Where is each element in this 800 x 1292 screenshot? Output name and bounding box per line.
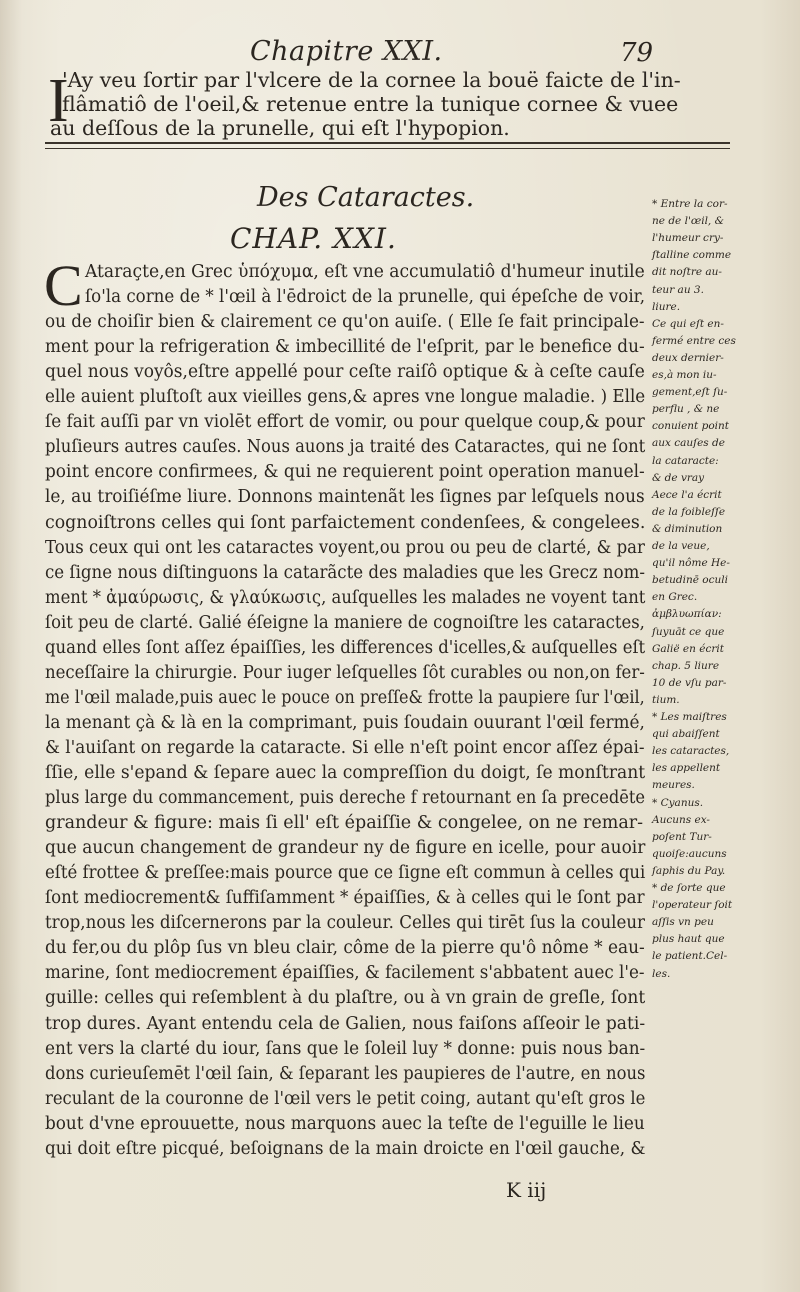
margin-note-line: betudinē oculi bbox=[652, 574, 728, 587]
margin-note-line: Ce qui eſt en- bbox=[652, 317, 724, 330]
margin-note-line: es,à mon iu- bbox=[652, 369, 717, 381]
intro-line: au deſſous de la prunelle, qui eſt l'hypopion. bbox=[50, 116, 510, 140]
text-line: ent vers la clarté du iour, ſans que le ſoleil luy * donne: puis nous ban- bbox=[45, 1038, 646, 1059]
text-line: le, au troiſiéſme liure. Donnons maintenãt les ſignes par leſquels nous bbox=[45, 487, 645, 508]
margin-note-line: & diminution bbox=[652, 522, 723, 535]
intro-line: 'Ay veu ſortir par l'vlcere de la cornee la bouë faicte de l'in- bbox=[62, 68, 681, 92]
text-line: quel nous voyôs,eſtre appellé pour ceſte raiſô optique & à ceſte cauſe bbox=[45, 362, 645, 383]
margin-note-line: les cataractes, bbox=[652, 745, 730, 758]
text-line: quand elles ſont aſſez épaiſſies, les differences d'icelles,& auſquelles eſt bbox=[45, 637, 646, 658]
text-line: point encore confirmees, & qui ne requierent point operation manuel- bbox=[45, 462, 645, 483]
section-divider bbox=[45, 142, 730, 149]
margin-note-line: la cataracte: bbox=[652, 454, 719, 467]
margin-note-line: meures. bbox=[652, 779, 695, 792]
text-line: cognoiſtrons celles qui ſont parfaictement condenſees, & congelees. bbox=[45, 512, 646, 533]
text-line: ſe fait auſſi par vn violēt effort de vomir, ou pour quelque coup,& pour bbox=[45, 412, 645, 433]
margin-note-line: en Grec. bbox=[652, 591, 698, 604]
text-line: dons curieuſemēt l'œil ſain, & ſeparant les paupieres de l'autre, en nous bbox=[45, 1063, 646, 1084]
text-line: trop,nous les diſcernerons par la couleur. Celles qui tirēt ſus la couleur bbox=[45, 913, 646, 934]
text-line: bout d'vne eprouuette, nous marquons auec la teſte de l'eguille le lieu bbox=[45, 1113, 645, 1134]
margin-note-line: l'operateur ſoit bbox=[652, 899, 733, 912]
margin-note-line: deux dernier- bbox=[652, 351, 724, 364]
text-line: reculant de la couronne de l'œil vers le petit coing, autant qu'eſt gros le bbox=[45, 1088, 646, 1109]
margin-note-line: quoiſe:aucuns bbox=[652, 847, 727, 860]
text-line: la menant çà & là en la comprimant, puis ſoudain ouurant l'œil fermé, bbox=[45, 712, 645, 733]
margin-note-line: & de vray bbox=[652, 471, 705, 484]
margin-note-line: * de ſorte que bbox=[652, 882, 726, 894]
margin-note-line: ſuyuāt ce que bbox=[652, 625, 725, 638]
margin-note-line: ἀμβλυωπίαν: bbox=[652, 608, 722, 621]
section-title: Des Cataractes. bbox=[257, 182, 475, 213]
text-line: trop dures. Ayant entendu cela de Galien, nous faiſons aſſeoir le pati- bbox=[45, 1013, 646, 1034]
margin-note-line: teur au 3. bbox=[652, 283, 704, 296]
text-line: qui doit eſtre picqué, beſoignans de la main droicte en l'œil gauche, & bbox=[45, 1138, 646, 1159]
signature-mark: K iij bbox=[506, 1178, 547, 1202]
text-line: pluſieurs autres cauſes. Nous auons ja traité des Cataractes, qui ne ſont bbox=[45, 437, 646, 458]
text-line: guille: celles qui reſemblent à du plaſtre, ou à vn grain de greſle, ſont bbox=[45, 988, 646, 1009]
margin-note-line: l'humeur cry- bbox=[652, 232, 724, 245]
margin-note-line: conuient point bbox=[652, 420, 730, 433]
text-line: ſo'la corne de * l'œil à l'ēdroict de la prunelle, qui épeſche de voir, bbox=[85, 287, 646, 308]
margin-note-line: * Les maiſtres bbox=[652, 711, 727, 723]
margin-note-line: chap. 5 liure bbox=[652, 659, 720, 672]
text-line: ſont mediocrement& ſuffiſamment * épaiſſies, & à celles qui le ſont par bbox=[45, 888, 645, 909]
intro-line: flâmatiô de l'oeil,& retenue entre la tunique cornee & vuee bbox=[62, 92, 679, 116]
margin-note-line: les. bbox=[652, 967, 671, 980]
margin-note-line: Galië en écrit bbox=[652, 642, 724, 655]
drop-cap-i: I bbox=[48, 67, 69, 135]
margin-note-line: poſent Tur- bbox=[652, 830, 712, 843]
margin-note-line: 10 de vſu par- bbox=[652, 676, 727, 689]
margin-note-line: ne de l'œil, & bbox=[652, 215, 724, 228]
margin-note-line: ſtalline comme bbox=[652, 249, 732, 262]
margin-note-line: les appellent bbox=[652, 762, 721, 775]
chapter-number-title: CHAP. XXI. bbox=[230, 222, 397, 255]
text-line: elle auient pluſtoſt aux vieilles gens,& apres vne longue maladie. ) Elle bbox=[45, 387, 646, 408]
text-line: que aucun changement de grandeur ny de figure en icelle, pour auoir bbox=[45, 838, 646, 859]
text-line: ment * ἀμαύρωσις, & γλαύκωσις, auſquelles les malades ne voyent tant bbox=[45, 587, 646, 608]
margin-note-line: Aece l'a écrit bbox=[652, 488, 722, 501]
margin-note-line: ſaphis du Pay. bbox=[652, 864, 726, 877]
text-line: Tous ceux qui ont les cataractes voyent,ou prou ou peu de clarté, & par bbox=[45, 537, 645, 558]
margin-note-line: Aucuns ex- bbox=[652, 813, 710, 826]
margin-note-line: * Cyanus. bbox=[652, 796, 704, 809]
margin-note-line: qu'il nôme He- bbox=[652, 557, 730, 570]
chapter-heading: Chapitre XXI. bbox=[250, 36, 443, 67]
margin-note-line: tium. bbox=[652, 693, 680, 706]
drop-cap-c: C bbox=[44, 253, 83, 318]
text-line: me l'œil malade,puis auec le pouce on preſſe& frotte la paupiere ſur l'œil, bbox=[45, 687, 645, 708]
margin-note-line: dit noſtre au- bbox=[652, 266, 722, 279]
text-line: eſté frottee & preſſee:mais pource que ce ſigne eſt commun à celles qui bbox=[45, 863, 646, 884]
text-line: ſſie, elle s'epand & ſepare auec la compreſſion du doigt, ſe monſtrant bbox=[45, 763, 646, 783]
margin-note-line: aux cauſes de bbox=[652, 437, 725, 450]
text-line: & l'auiſant on regarde la cataracte. Si elle n'eſt point encor aſſez épai- bbox=[45, 737, 645, 758]
margin-note-line: fermé entre ces bbox=[652, 334, 736, 347]
text-line: ſoit peu de clarté. Galié éſeigne la maniere de cognoiſtre les cataractes, bbox=[45, 612, 645, 633]
text-line: grandeur & figure: mais ſi ell' eſt épaiſſie & congelee, on ne remar- bbox=[45, 813, 644, 834]
text-line: marine, ſont mediocrement épaiſſies, & facilement s'abbatent auec l'e- bbox=[45, 963, 645, 984]
margin-note-line: de la foibleſſe bbox=[652, 505, 726, 518]
margin-note-line: perflu , & ne bbox=[652, 403, 720, 416]
margin-note-line: aſſis vn peu bbox=[652, 916, 714, 929]
margin-note-line: qui abaiſſent bbox=[652, 728, 720, 741]
margin-note-line: liure. bbox=[652, 300, 681, 313]
text-line: ment pour la refrigeration & imbecillité de l'eſprit, par le benefice du- bbox=[45, 337, 645, 358]
margin-note-line: * Entre la cor- bbox=[652, 198, 728, 210]
text-line: ce ſigne nous diſtinguons la catarãcte des maladies que les Grecz nom- bbox=[45, 562, 645, 583]
margin-note-line: gement,eſt ſu- bbox=[652, 386, 728, 399]
text-line: plus large du commancement, puis dereche f retournant en ſa precedēte bbox=[45, 788, 646, 809]
margin-note-line: de la veue, bbox=[652, 540, 710, 552]
text-line: Ataraçte,en Grec ὑπόχυμα, eſt vne accumulatiô d'humeur inutile bbox=[85, 262, 645, 282]
text-line: du fer,ou du plôp ſus vn bleu clair, côme de la pierre qu'ô nôme * eau- bbox=[45, 938, 645, 959]
text-line: ou de choiſir bien & clairement ce qu'on auiſe. ( Elle ſe fait principale- bbox=[45, 312, 645, 333]
margin-note-line: plus haut que bbox=[652, 933, 725, 946]
text-line: neceſſaire la chirurgie. Pour iuger leſquelles ſôt curables ou non,on fer- bbox=[45, 662, 645, 683]
page-number: 79 bbox=[620, 38, 654, 68]
margin-note-line: le patient.Cel- bbox=[652, 950, 728, 963]
